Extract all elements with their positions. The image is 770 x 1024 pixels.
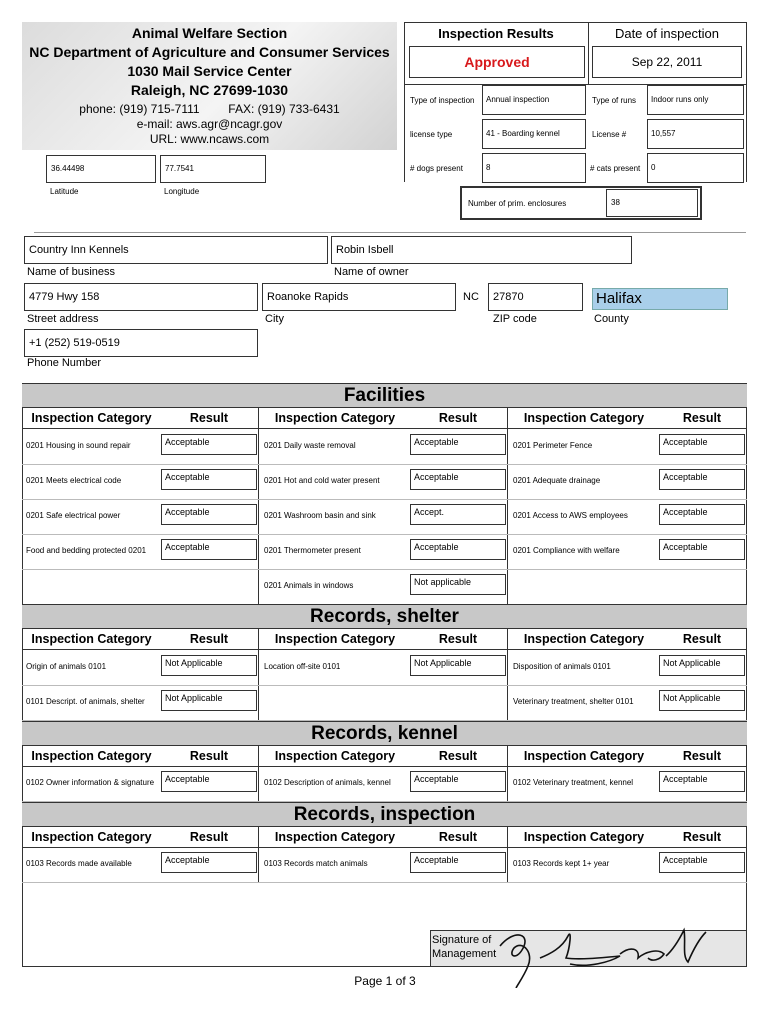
result-field[interactable]: Acceptable (161, 539, 257, 560)
category-label: 0102 Description of animals, kennel (264, 778, 391, 787)
category-label: 0201 Hot and cold water present (264, 476, 380, 485)
header-line1: Animal Welfare Section (131, 25, 288, 41)
phone-field[interactable]: +1 (252) 519-0519 (24, 329, 258, 357)
result-column-header: Result (438, 411, 478, 425)
result-field[interactable]: Not applicable (410, 574, 506, 595)
result-column-header: Result (189, 749, 229, 763)
section-title: Records, inspection (22, 802, 747, 827)
category-label: 0201 Housing in sound repair (26, 441, 131, 450)
divider (404, 22, 747, 23)
category-label: 0201 Animals in windows (264, 581, 354, 590)
divider (34, 232, 746, 233)
type-of-inspection-label: Type of inspection (410, 96, 475, 105)
page-number: Page 1 of 3 (354, 974, 416, 988)
header-phone: phone: (919) 715-7111 (79, 102, 200, 116)
divider (22, 847, 747, 848)
owner-name-label: Name of owner (334, 266, 409, 278)
county-label: County (594, 313, 629, 325)
divider (22, 534, 747, 535)
result-field[interactable]: Not Applicable (161, 690, 257, 711)
divider (22, 882, 747, 883)
license-number-label: License # (592, 130, 627, 139)
divider (746, 22, 747, 182)
category-label: 0201 Access to AWS employees (513, 511, 628, 520)
signature-label-line2: Management (432, 948, 497, 960)
category-column-header: Inspection Category (274, 749, 396, 763)
latitude-label: Latitude (50, 187, 79, 196)
owner-name-field[interactable]: Robin Isbell (331, 236, 632, 264)
cats-present-label: # cats present (590, 164, 641, 173)
result-field[interactable]: Acceptable (161, 852, 257, 873)
cats-present-field[interactable]: 0 (647, 153, 744, 183)
divider (22, 428, 747, 429)
category-label: 0201 Adequate drainage (513, 476, 601, 485)
result-field[interactable]: Not Applicable (410, 655, 506, 676)
divider (507, 827, 508, 882)
result-field[interactable]: Acceptable (410, 469, 506, 490)
category-column-header: Inspection Category (523, 749, 645, 763)
category-label: 0201 Meets electrical code (26, 476, 122, 485)
divider (507, 408, 508, 604)
divider (258, 408, 259, 604)
result-field[interactable]: Not Applicable (659, 655, 745, 676)
result-column-header: Result (189, 632, 229, 646)
city-field[interactable]: Roanoke Rapids (262, 283, 456, 311)
result-field[interactable]: Acceptable (659, 539, 745, 560)
section-title: Facilities (22, 383, 747, 408)
result-field[interactable]: Acceptable (659, 504, 745, 525)
category-label: Food and bedding protected 0201 (26, 546, 147, 555)
zip-field[interactable]: 27870 (488, 283, 583, 311)
result-field[interactable]: Not Applicable (161, 655, 257, 676)
street-address-label: Street address (27, 313, 99, 325)
result-field[interactable]: Not Applicable (659, 690, 745, 711)
inspection-date-field[interactable]: Sep 22, 2011 (592, 46, 742, 78)
divider (22, 499, 747, 500)
category-label: 0201 Thermometer present (264, 546, 361, 555)
result-column-header: Result (189, 830, 229, 844)
divider (404, 22, 405, 182)
longitude-label: Longitude (164, 187, 200, 196)
zip-label: ZIP code (493, 313, 537, 325)
header-url: URL: www.ncaws.com (149, 132, 270, 146)
category-label: 0103 Records kept 1+ year (513, 859, 610, 868)
category-label: Veterinary treatment, shelter 0101 (513, 697, 634, 706)
result-field[interactable]: Acceptable (161, 771, 257, 792)
result-field[interactable]: Acceptable (659, 771, 745, 792)
signature-label-line1: Signature of (432, 934, 492, 946)
inspection-results-label: Inspection Results (438, 26, 554, 41)
latitude-field[interactable]: 36.44498 (46, 155, 156, 183)
result-field[interactable]: Acceptable (161, 469, 257, 490)
type-of-inspection-field[interactable]: Annual inspection (482, 85, 586, 115)
result-column-header: Result (682, 830, 722, 844)
dogs-present-field[interactable]: 8 (482, 153, 586, 183)
license-type-field[interactable]: 41 - Boarding kennel (482, 119, 586, 149)
section-title: Records, kennel (22, 721, 747, 746)
divider (22, 464, 747, 465)
street-address-field[interactable]: 4779 Hwy 158 (24, 283, 258, 311)
category-column-header: Inspection Category (523, 411, 645, 425)
category-column-header: Inspection Category (274, 632, 396, 646)
divider (22, 685, 747, 686)
category-label: 0103 Records made available (26, 859, 132, 868)
category-label: 0201 Safe electrical power (26, 511, 121, 520)
result-field[interactable]: Accept. (410, 504, 506, 525)
category-label: 0102 Veterinary treatment, kennel (513, 778, 634, 787)
phone-label: Phone Number (27, 357, 101, 369)
divider (22, 383, 23, 967)
state-field: NC (463, 291, 479, 303)
enclosures-label: Number of prim. enclosures (468, 199, 567, 208)
category-column-header: Inspection Category (274, 411, 396, 425)
divider (258, 827, 259, 882)
category-column-header: Inspection Category (274, 830, 396, 844)
result-column-header: Result (438, 830, 478, 844)
header-line3: 1030 Mail Service Center (127, 63, 292, 79)
business-name-label: Name of business (27, 266, 116, 278)
result-field[interactable]: Acceptable (161, 434, 257, 455)
category-label: Origin of animals 0101 (26, 662, 107, 671)
result-column-header: Result (682, 632, 722, 646)
divider (22, 966, 432, 967)
category-label: 0201 Washroom basin and sink (264, 511, 376, 520)
category-label: Disposition of animals 0101 (513, 662, 611, 671)
result-field[interactable]: Acceptable (161, 504, 257, 525)
inspection-result-field[interactable]: Approved (409, 46, 585, 78)
result-field[interactable]: Acceptable (659, 852, 745, 873)
license-type-label: license type (410, 130, 453, 139)
type-of-runs-label: Type of runs (592, 96, 637, 105)
category-label: 0201 Perimeter Fence (513, 441, 593, 450)
result-column-header: Result (189, 411, 229, 425)
category-column-header: Inspection Category (31, 749, 152, 763)
section-title: Records, shelter (22, 604, 747, 629)
county-field[interactable]: Halifax (592, 288, 728, 310)
header-email: e-mail: aws.agr@ncagr.gov (136, 117, 283, 131)
result-column-header: Result (682, 411, 722, 425)
result-column-header: Result (682, 749, 722, 763)
header-line2: NC Department of Agriculture and Consumer Services (29, 44, 390, 60)
category-label: 0201 Compliance with welfare (513, 546, 620, 555)
result-field[interactable]: Acceptable (410, 771, 506, 792)
result-field[interactable]: Acceptable (410, 434, 506, 455)
result-field[interactable]: Acceptable (410, 539, 506, 560)
divider (22, 569, 747, 570)
divider (746, 383, 747, 967)
result-field[interactable]: Acceptable (410, 852, 506, 873)
result-field[interactable]: Acceptable (659, 469, 745, 490)
divider (258, 746, 259, 801)
category-label: 0201 Daily waste removal (264, 441, 356, 450)
divider (507, 746, 508, 801)
agency-header (22, 22, 397, 150)
result-field[interactable]: Acceptable (659, 434, 745, 455)
enclosures-field[interactable]: 38 (606, 189, 698, 217)
dogs-present-label: # dogs present (410, 164, 463, 173)
category-label: 0103 Records match animals (264, 859, 368, 868)
header-line4: Raleigh, NC 27699-1030 (130, 82, 289, 98)
result-column-header: Result (438, 749, 478, 763)
category-column-header: Inspection Category (31, 830, 152, 844)
license-number-field[interactable]: 10,557 (647, 119, 744, 149)
type-of-runs-field[interactable]: Indoor runs only (647, 85, 744, 115)
divider (507, 629, 508, 720)
category-column-header: Inspection Category (31, 632, 152, 646)
category-column-header: Inspection Category (31, 411, 152, 425)
category-label: 0101 Descript. of animals, shelter (26, 697, 145, 706)
divider (22, 766, 747, 767)
business-name-field[interactable]: Country Inn Kennels (24, 236, 328, 264)
result-column-header: Result (438, 632, 478, 646)
date-label: Date of inspection (614, 26, 720, 41)
divider (22, 649, 747, 650)
header-fax: FAX: (919) 733-6431 (228, 102, 340, 116)
divider (258, 629, 259, 720)
category-label: Location off-site 0101 (264, 662, 341, 671)
category-column-header: Inspection Category (523, 830, 645, 844)
city-label: City (265, 313, 284, 325)
category-label: 0102 Owner information & signature (26, 778, 155, 787)
longitude-field[interactable]: 77.7541 (160, 155, 266, 183)
category-column-header: Inspection Category (523, 632, 645, 646)
